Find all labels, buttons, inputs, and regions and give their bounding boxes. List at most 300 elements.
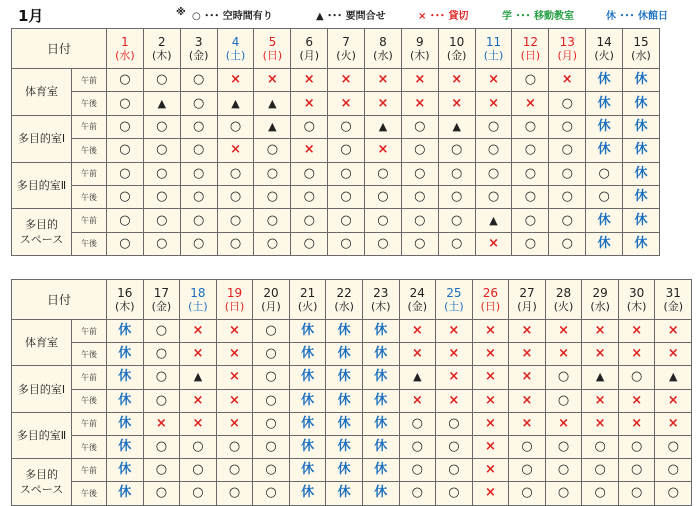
availability-cell: 休 <box>623 209 660 232</box>
availability-cell: ○ <box>143 459 180 482</box>
availability-cell: 休 <box>289 435 326 458</box>
period-morning-label: 午前 <box>72 115 107 138</box>
table-row <box>12 412 692 435</box>
availability-cell: ○ <box>217 115 254 138</box>
availability-cell: × <box>365 69 402 92</box>
day-number: 8 <box>379 35 387 49</box>
weekday-label: (月) <box>299 49 320 62</box>
table-row <box>12 139 660 162</box>
availability-cell: 休 <box>362 459 399 482</box>
availability-cell: ○ <box>438 232 475 255</box>
date-header-label: 日付 <box>12 29 107 69</box>
day-number: 22 <box>336 286 352 300</box>
availability-cell: 休 <box>623 232 660 255</box>
table-row <box>12 92 660 115</box>
availability-cell: ○ <box>618 435 655 458</box>
day-header <box>289 280 326 320</box>
availability-cell: ○ <box>436 482 473 505</box>
day-number: 29 <box>592 286 608 300</box>
room-label <box>12 459 72 505</box>
period-morning-label: 午前 <box>72 162 107 185</box>
weekday-label: (火) <box>594 49 614 62</box>
period-morning-label: 午前 <box>72 412 107 435</box>
day-header <box>291 29 328 69</box>
availability-cell: ○ <box>217 209 254 232</box>
weekday-label: (日) <box>224 300 245 313</box>
day-header <box>509 280 546 320</box>
availability-cell: 休 <box>326 482 363 505</box>
availability-cell: 休 <box>107 343 144 366</box>
availability-cell: ○ <box>328 115 365 138</box>
availability-cell: × <box>399 320 436 343</box>
availability-cell: × <box>655 320 692 343</box>
weekday-label: (金) <box>188 49 209 62</box>
availability-cell: × <box>328 69 365 92</box>
weekday-label: (日) <box>262 49 283 62</box>
availability-cell: 休 <box>326 412 363 435</box>
table-row <box>12 459 692 482</box>
availability-cell: 休 <box>289 320 326 343</box>
availability-cell: 休 <box>289 482 326 505</box>
availability-cell: ▲ <box>655 366 692 389</box>
availability-cell: 休 <box>326 459 363 482</box>
availability-cell: ○ <box>143 162 180 185</box>
availability-cell: × <box>180 412 217 435</box>
period-afternoon-label: 午後 <box>72 435 107 458</box>
availability-cell: ○ <box>618 366 655 389</box>
day-number: 25 <box>446 286 462 300</box>
day-number: 11 <box>485 35 502 49</box>
room-name-line: 多目的室Ⅱ <box>16 178 67 192</box>
availability-cell: ○ <box>365 232 402 255</box>
room-label <box>12 209 72 256</box>
availability-cell: ○ <box>545 389 582 412</box>
availability-cell: × <box>545 343 582 366</box>
day-number: 7 <box>342 35 350 49</box>
weekday-label: (水) <box>115 49 135 62</box>
day-number: 27 <box>519 286 535 300</box>
availability-cell: 休 <box>289 412 326 435</box>
room-label <box>12 412 72 458</box>
availability-cell: ○ <box>107 92 144 115</box>
availability-cell: × <box>180 389 217 412</box>
availability-cell: ○ <box>143 139 180 162</box>
availability-cell: 休 <box>362 412 399 435</box>
availability-cell: ○ <box>399 412 436 435</box>
availability-cell: ○ <box>217 162 254 185</box>
day-number: 16 <box>117 286 133 300</box>
availability-cell: ○ <box>291 162 328 185</box>
room-name-line: 多目的室Ⅱ <box>16 428 67 442</box>
day-header <box>365 29 402 69</box>
availability-cell: ○ <box>436 412 473 435</box>
availability-cell: × <box>328 92 365 115</box>
room-name-line: 多目的室Ⅰ <box>17 382 66 396</box>
availability-cell: ○ <box>545 482 582 505</box>
availability-cell: × <box>472 366 509 389</box>
availability-cell: ○ <box>143 435 180 458</box>
availability-cell: ○ <box>549 209 586 232</box>
availability-cell: ○ <box>582 435 619 458</box>
availability-cell: ○ <box>618 459 655 482</box>
availability-cell: 休 <box>623 162 660 185</box>
availability-cell: ▲ <box>254 115 291 138</box>
calendar-table-second-half <box>11 279 692 506</box>
availability-cell: ○ <box>143 482 180 505</box>
availability-cell: 休 <box>326 435 363 458</box>
availability-cell: ○ <box>365 209 402 232</box>
room-label <box>12 115 72 162</box>
availability-cell: 休 <box>107 482 144 505</box>
weekday-label: (月) <box>517 300 537 313</box>
availability-cell: ○ <box>253 459 290 482</box>
availability-cell: ○ <box>107 232 144 255</box>
availability-cell: ○ <box>107 185 144 208</box>
availability-cell: × <box>291 139 328 162</box>
availability-cell: ○ <box>401 209 438 232</box>
period-afternoon-label: 午後 <box>72 139 107 162</box>
availability-cell: ▲ <box>143 92 180 115</box>
availability-cell: × <box>545 320 582 343</box>
availability-cell: × <box>655 343 692 366</box>
date-header-row <box>12 280 692 320</box>
availability-cell: × <box>472 459 509 482</box>
period-morning-label: 午前 <box>72 320 107 343</box>
availability-cell: ▲ <box>399 366 436 389</box>
availability-cell: × <box>545 412 582 435</box>
weekday-label: (水) <box>373 49 393 62</box>
room-name-line: スペース <box>19 482 64 496</box>
day-header <box>475 29 512 69</box>
day-number: 15 <box>633 35 649 49</box>
availability-cell: × <box>399 389 436 412</box>
day-header <box>107 280 144 320</box>
availability-cell: 休 <box>623 92 660 115</box>
availability-cell: × <box>509 320 546 343</box>
availability-cell: 休 <box>362 343 399 366</box>
period-afternoon-label: 午後 <box>72 482 107 505</box>
availability-cell: × <box>618 412 655 435</box>
availability-cell: ○ <box>216 435 253 458</box>
weekday-label: (木) <box>626 300 647 313</box>
period-morning-label: 午前 <box>72 459 107 482</box>
weekday-label: (日) <box>480 300 501 313</box>
availability-cell: × <box>291 69 328 92</box>
availability-cell: ○ <box>291 185 328 208</box>
availability-cell: ○ <box>253 482 290 505</box>
day-header <box>362 280 399 320</box>
period-morning-label: 午前 <box>72 69 107 92</box>
weekday-label: (木) <box>370 300 391 313</box>
availability-cell: 休 <box>623 139 660 162</box>
availability-cell: ○ <box>545 459 582 482</box>
availability-cell: 休 <box>362 482 399 505</box>
availability-cell: × <box>509 412 546 435</box>
availability-cell: × <box>472 389 509 412</box>
availability-cell: ○ <box>512 232 549 255</box>
availability-cell: ○ <box>180 139 217 162</box>
availability-cell: ○ <box>143 69 180 92</box>
availability-cell: × <box>582 343 619 366</box>
availability-cell: × <box>582 389 619 412</box>
availability-cell: × <box>472 343 509 366</box>
availability-cell: × <box>472 482 509 505</box>
availability-cell: × <box>438 69 475 92</box>
availability-cell: ○ <box>180 69 217 92</box>
day-header <box>655 280 692 320</box>
availability-cell: ○ <box>512 162 549 185</box>
availability-cell: ○ <box>107 139 144 162</box>
availability-cell: 休 <box>586 139 623 162</box>
day-header <box>143 280 180 320</box>
availability-cell: ○ <box>401 115 438 138</box>
legend-closed: 休 ･･･ 休館日 <box>606 11 668 22</box>
weekday-label: (土) <box>225 49 246 62</box>
availability-cell: × <box>254 69 291 92</box>
availability-cell: ○ <box>655 435 692 458</box>
day-number: 2 <box>157 35 166 49</box>
availability-cell: × <box>217 139 254 162</box>
availability-cell: × <box>475 232 512 255</box>
day-header <box>216 280 253 320</box>
weekday-label: (木) <box>115 300 135 313</box>
availability-cell: ○ <box>401 162 438 185</box>
table-row <box>12 482 692 505</box>
availability-cell: ○ <box>216 482 253 505</box>
availability-cell: × <box>549 69 586 92</box>
day-header <box>254 29 291 69</box>
day-header <box>582 280 619 320</box>
availability-cell: ○ <box>107 69 144 92</box>
availability-cell: ○ <box>401 185 438 208</box>
legend <box>0 0 700 28</box>
availability-cell: 休 <box>107 435 144 458</box>
availability-cell: ○ <box>401 139 438 162</box>
day-number: 14 <box>596 35 612 49</box>
availability-cell: ○ <box>143 389 180 412</box>
day-header <box>328 29 365 69</box>
weekday-label: (火) <box>553 300 574 313</box>
legend-note: ※ <box>176 7 186 18</box>
availability-cell: ○ <box>509 482 546 505</box>
availability-cell: 休 <box>289 366 326 389</box>
weekday-label: (木) <box>410 49 430 62</box>
availability-cell: ○ <box>107 209 144 232</box>
availability-cell: ○ <box>328 185 365 208</box>
weekday-label: (火) <box>336 49 356 62</box>
table-row <box>12 69 660 92</box>
day-header <box>399 280 436 320</box>
availability-cell: ○ <box>143 320 180 343</box>
availability-cell: ○ <box>253 366 290 389</box>
availability-cell: × <box>475 92 512 115</box>
availability-cell: ○ <box>512 115 549 138</box>
day-number: 5 <box>268 35 277 49</box>
availability-cell: 休 <box>107 366 144 389</box>
day-number: 10 <box>449 35 465 49</box>
legend-reserved: × ･･･ 貸切 <box>418 11 469 22</box>
availability-cell: ○ <box>328 209 365 232</box>
availability-cell: ○ <box>655 482 692 505</box>
room-name-line: スペース <box>19 233 64 247</box>
availability-cell: × <box>143 412 180 435</box>
table-row <box>12 162 660 185</box>
availability-cell: ○ <box>180 162 217 185</box>
table-row <box>12 435 692 458</box>
day-number: 6 <box>305 35 314 49</box>
availability-cell: × <box>216 320 253 343</box>
availability-cell: × <box>180 320 217 343</box>
room-label <box>12 320 72 366</box>
availability-cell: ○ <box>143 185 180 208</box>
weekday-label: (金) <box>446 49 467 62</box>
availability-cell: ○ <box>254 139 291 162</box>
availability-cell: ○ <box>399 482 436 505</box>
availability-cell: ○ <box>180 435 217 458</box>
availability-cell: ▲ <box>475 209 512 232</box>
weekday-label: (水) <box>631 49 651 62</box>
table-row <box>12 389 692 412</box>
availability-cell: ○ <box>291 209 328 232</box>
availability-cell: ○ <box>180 209 217 232</box>
availability-cell: × <box>472 320 509 343</box>
day-header <box>472 280 509 320</box>
availability-cell: 休 <box>586 232 623 255</box>
availability-cell: ○ <box>180 459 217 482</box>
availability-cell: ○ <box>618 482 655 505</box>
weekday-label: (月) <box>261 300 281 313</box>
day-header <box>436 280 473 320</box>
availability-cell: × <box>180 343 217 366</box>
availability-cell: × <box>618 389 655 412</box>
availability-cell: 休 <box>586 115 623 138</box>
room-label <box>12 366 72 412</box>
period-afternoon-label: 午後 <box>72 389 107 412</box>
day-header <box>545 280 582 320</box>
availability-cell: × <box>216 343 253 366</box>
availability-cell: ○ <box>438 185 475 208</box>
table-row <box>12 366 692 389</box>
weekday-label: (金) <box>407 300 428 313</box>
availability-cell: ▲ <box>217 92 254 115</box>
weekday-label: (土) <box>483 49 504 62</box>
day-number: 9 <box>416 35 424 49</box>
availability-cell: × <box>618 320 655 343</box>
availability-cell: ○ <box>180 232 217 255</box>
availability-cell: 休 <box>586 69 623 92</box>
availability-cell: 休 <box>623 69 660 92</box>
availability-cell: ○ <box>216 459 253 482</box>
availability-cell: 休 <box>326 389 363 412</box>
table-row <box>12 343 692 366</box>
legend-available: ○ ･･･ 空時間有り <box>192 11 273 22</box>
availability-cell: 休 <box>107 320 144 343</box>
availability-cell: ▲ <box>254 92 291 115</box>
availability-cell: ○ <box>549 139 586 162</box>
availability-cell: × <box>618 343 655 366</box>
day-number: 30 <box>629 286 645 300</box>
period-afternoon-label: 午後 <box>72 343 107 366</box>
weekday-label: (月) <box>557 49 578 62</box>
availability-cell: 休 <box>362 435 399 458</box>
availability-cell: ○ <box>512 139 549 162</box>
availability-cell: × <box>438 92 475 115</box>
availability-cell: ○ <box>582 482 619 505</box>
availability-cell: × <box>436 343 473 366</box>
availability-cell: ○ <box>217 185 254 208</box>
availability-cell: 休 <box>107 389 144 412</box>
weekday-label: (日) <box>520 49 541 62</box>
availability-cell: ○ <box>143 115 180 138</box>
table-row <box>12 185 660 208</box>
availability-cell: ○ <box>291 232 328 255</box>
day-header <box>180 280 217 320</box>
availability-cell: ○ <box>254 185 291 208</box>
table-row <box>12 232 660 255</box>
availability-cell: ○ <box>180 185 217 208</box>
day-header <box>401 29 438 69</box>
weekday-label: (木) <box>152 49 172 62</box>
availability-cell: ○ <box>253 389 290 412</box>
day-header <box>512 29 549 69</box>
availability-cell: ○ <box>438 139 475 162</box>
header-bar <box>0 0 700 28</box>
day-number: 19 <box>226 286 243 300</box>
day-number: 12 <box>522 35 539 49</box>
availability-cell: × <box>216 412 253 435</box>
availability-cell: ○ <box>549 232 586 255</box>
availability-cell: 休 <box>326 366 363 389</box>
day-header <box>107 29 144 69</box>
availability-cell: ▲ <box>582 366 619 389</box>
availability-cell: ○ <box>582 459 619 482</box>
availability-cell: ○ <box>475 185 512 208</box>
availability-cell: × <box>217 69 254 92</box>
availability-cell: ○ <box>254 162 291 185</box>
availability-cell: ○ <box>549 92 586 115</box>
availability-cell: ○ <box>180 92 217 115</box>
room-name-line: 多目的室Ⅰ <box>17 132 66 146</box>
availability-cell: × <box>472 435 509 458</box>
availability-cell: ○ <box>549 185 586 208</box>
availability-cell: ○ <box>328 162 365 185</box>
room-label <box>12 162 72 209</box>
availability-cell: × <box>399 343 436 366</box>
day-number: 3 <box>194 35 203 49</box>
availability-cell: ○ <box>549 115 586 138</box>
weekday-label: (金) <box>663 300 684 313</box>
period-afternoon-label: 午後 <box>72 185 107 208</box>
availability-cell: × <box>582 412 619 435</box>
availability-cell: 休 <box>289 343 326 366</box>
availability-cell: ○ <box>328 232 365 255</box>
date-header-row <box>12 29 660 69</box>
availability-cell: ○ <box>107 162 144 185</box>
availability-cell: × <box>436 366 473 389</box>
availability-cell: ○ <box>253 320 290 343</box>
availability-cell: × <box>512 92 549 115</box>
availability-cell: ○ <box>475 162 512 185</box>
availability-cell: ○ <box>217 232 254 255</box>
period-morning-label: 午前 <box>72 209 107 232</box>
availability-cell: 休 <box>289 459 326 482</box>
day-number: 13 <box>559 35 575 49</box>
availability-cell: 休 <box>326 320 363 343</box>
period-afternoon-label: 午後 <box>72 92 107 115</box>
availability-cell: ○ <box>399 435 436 458</box>
availability-cell: ○ <box>545 435 582 458</box>
room-name-line: 体育室 <box>25 336 58 350</box>
